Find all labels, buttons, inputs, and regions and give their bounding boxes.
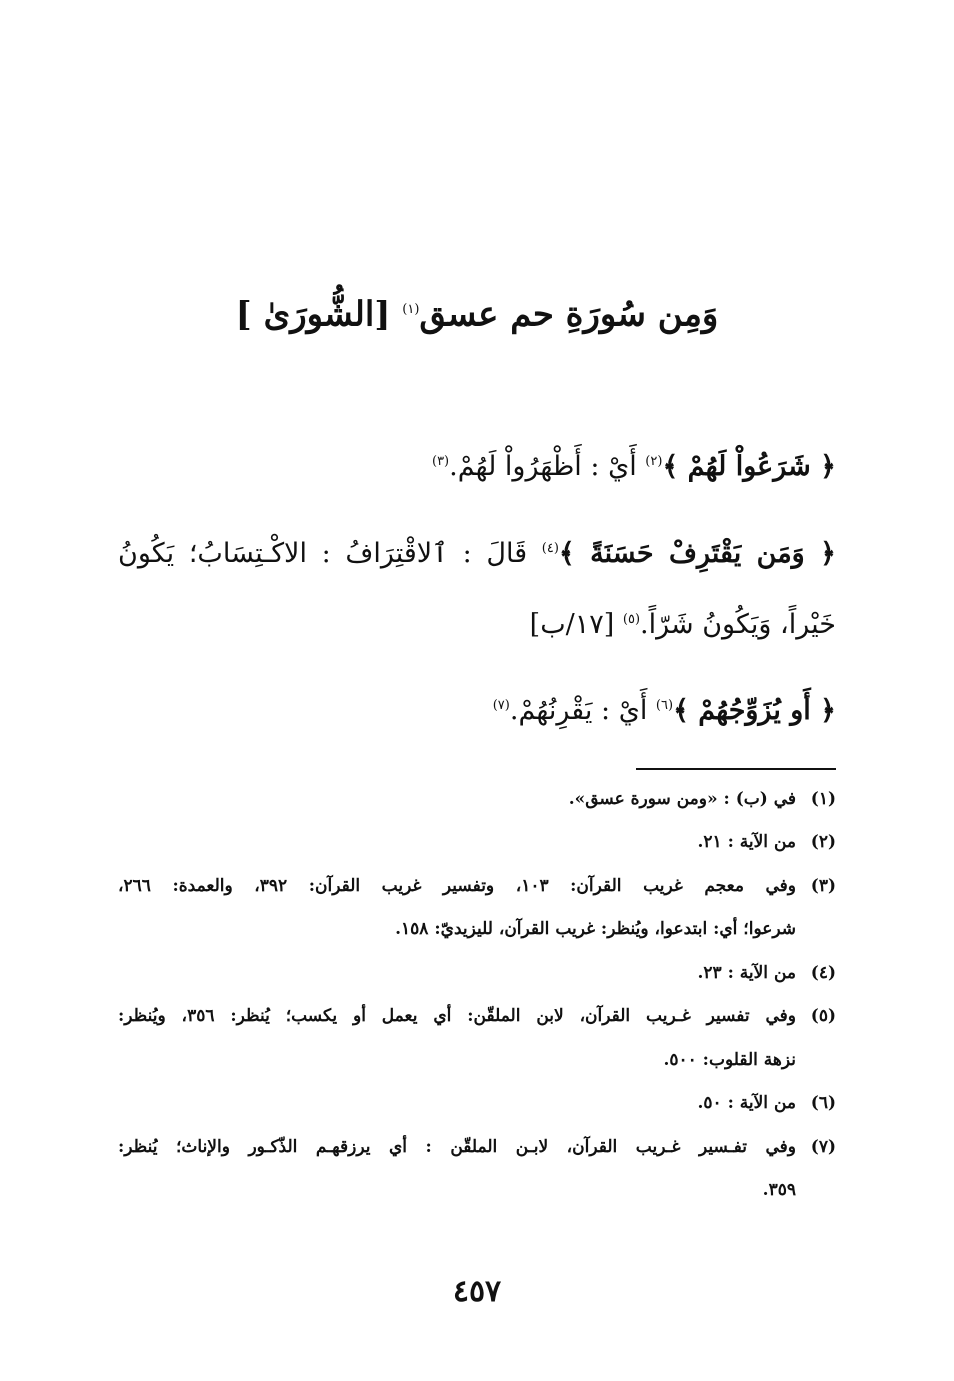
- entry-2-line-1: [118, 527, 836, 576]
- entry-3-text: أَيْ : يَقْرِنُهُمْ.: [509, 695, 656, 726]
- entry-1-text: أَيْ : أَظْهَرُواْ لَهُمْ.: [449, 451, 646, 482]
- footnote-1: [118, 779, 836, 819]
- chapter-title-bracket: [الشُّورَىٰ ]: [235, 294, 391, 335]
- footnote-ref-2: (٢): [645, 454, 663, 469]
- entry-2-line-2: [118, 598, 836, 647]
- entry-1: [118, 440, 836, 489]
- footnote-ref-1: (١): [402, 302, 420, 317]
- footnote-text: في (ب) : «ومن سورة عسق».: [568, 789, 796, 809]
- footnote-7: [118, 1127, 836, 1167]
- entry-2-text-1: قَالَ : ٱلاقْتِرَافُ : الاكْـتِسَابُ؛ يَكُونُ: [118, 538, 542, 569]
- footnote-text: وفي تفسير غـريب القرآن، لابن الملقّن: أي يعمل أو يكسب؛ يُنظر: ٣٥٦، ويُنظر:: [118, 1006, 797, 1026]
- footnote-text: وفي تفـسير غـريب القرآن، لابـن الملقّن : أي يرزقهـم الذّكـور والإناث؛ يُنظر:: [118, 1137, 796, 1157]
- footnote-4: [118, 953, 836, 993]
- footnote-number: (٥): [810, 1006, 837, 1026]
- footnote-text: من الآية : ٢٣.: [697, 963, 796, 983]
- footnote-ref-7: (٧): [492, 698, 510, 713]
- footnote-3-continuation: [118, 909, 796, 949]
- footnote-separator: [636, 768, 836, 770]
- quran-phrase-3: ﴿ أَو يُزَوِّجُهُمْ ﴾: [673, 695, 836, 726]
- footnote-5: [118, 996, 836, 1036]
- footnote-ref-4: (٤): [541, 541, 559, 556]
- chapter-title: [120, 282, 834, 342]
- footnote-text: وفي معجم غريب القرآن: ١٠٣، وتفسير غريب القرآن: ٣٩٢، والعمدة: ٢٦٦،: [118, 876, 796, 896]
- entry-3: [118, 684, 836, 733]
- footnote-text: شرعوا؛ أي: ابتدعوا، ويُنظر: غريب القرآن، لليزيديّ: ١٥٨.: [395, 919, 796, 939]
- footnote-2: [118, 822, 836, 862]
- footnote-number: (٦): [810, 1093, 836, 1113]
- footnote-number: (٢): [810, 832, 836, 852]
- footnote-number: (٤): [810, 963, 836, 983]
- footnote-number: (١): [810, 789, 836, 809]
- footnote-number: (٧): [810, 1137, 836, 1157]
- chapter-title-text: وَمِن سُورَةِ حم عسق: [419, 294, 719, 335]
- quran-phrase-2: ﴿ وَمَن يَقْتَرِفْ حَسَنَةً ﴾: [558, 538, 836, 569]
- footnote-3: [118, 866, 836, 906]
- quran-phrase-1: ﴿ شَرَعُواْ لَهُمْ ﴾: [662, 451, 836, 482]
- footnote-ref-5: (٥): [622, 612, 641, 627]
- entry-2-text-2: خَيْراً، وَيَكُونُ شَرّاً.: [640, 609, 836, 640]
- footnote-text: من الآية : ٢١.: [697, 832, 796, 852]
- footnote-5-continuation: [118, 1040, 796, 1080]
- footnote-text: ٣٥٩.: [762, 1180, 796, 1200]
- folio-marker: [١٧/ب]: [529, 609, 615, 640]
- footnote-6: [118, 1083, 836, 1123]
- footnote-number: (٣): [810, 876, 836, 896]
- footnote-ref-3: (٣): [431, 454, 450, 469]
- footnote-text: من الآية : ٥٠.: [697, 1093, 796, 1113]
- footnote-ref-6: (٦): [655, 698, 674, 713]
- page-number: ٤٥٧: [452, 1274, 502, 1309]
- footnote-text: نزهة القلوب: ٥٠٠.: [663, 1050, 796, 1070]
- footnote-7-continuation: [118, 1170, 796, 1210]
